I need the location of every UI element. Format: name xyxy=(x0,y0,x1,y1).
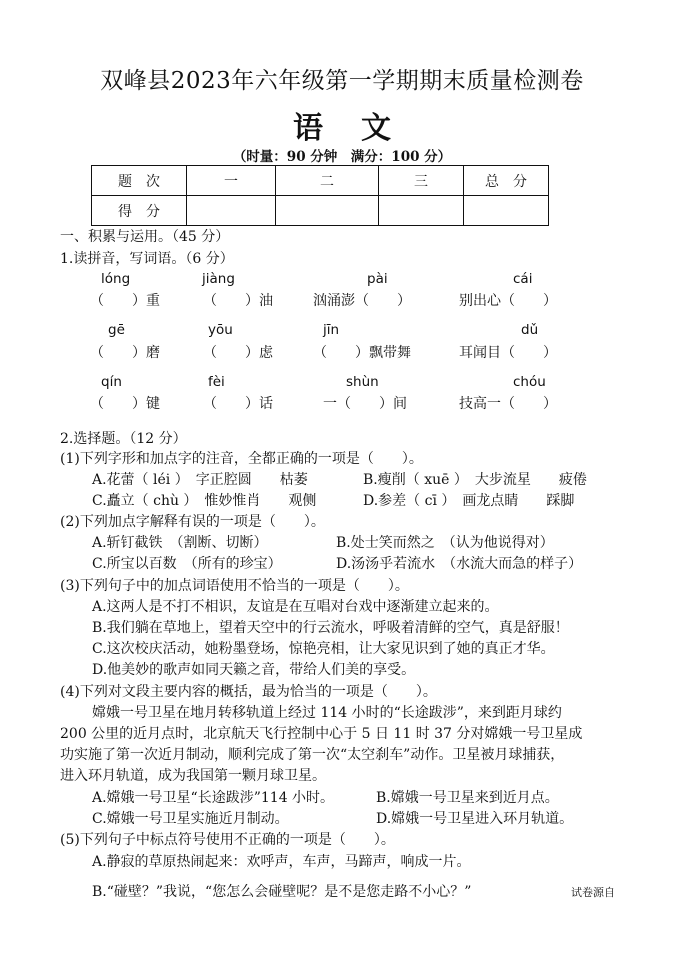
score-table xyxy=(91,165,549,226)
exam-timing: （时量：90 分钟 满分：100 分） xyxy=(232,149,452,165)
score-table-header-row xyxy=(92,166,549,196)
score-cell-part1: 一 xyxy=(187,166,276,196)
score-cell-label: 题 次 xyxy=(92,166,187,196)
word-blank[interactable]: 耳闻目（ ） xyxy=(459,345,557,361)
choice-a[interactable]: A.嫦娥一号卫星“长途跋涉”114 小时。 xyxy=(92,790,335,806)
choice-c[interactable]: C.这次校庆活动，她粉墨登场，惊艳亮相，让大家见识到了她的真正才华。 xyxy=(92,641,555,657)
watermark-text: 试卷源自 xyxy=(571,886,615,899)
choice-a[interactable]: A.这两人是不打不相识，友谊是在互唱对台戏中逐渐建立起来的。 xyxy=(92,599,499,615)
pinyin-label: pài xyxy=(367,271,388,287)
word-blank[interactable]: （ ）虑 xyxy=(203,345,273,361)
pinyin-label: shùn xyxy=(346,374,379,390)
q1-title: 1.读拼音，写词语。（6 分） xyxy=(60,251,234,267)
word-blank[interactable]: 别出心（ ） xyxy=(459,293,557,309)
word-blank[interactable]: （ ）重 xyxy=(90,293,160,309)
q2-5-stem: (5)下列句子中标点符号使用不正确的一项是（ ）。 xyxy=(60,832,395,848)
score-cell-part3: 三 xyxy=(379,166,464,196)
q2-title: 2.选择题。（12 分） xyxy=(60,431,187,447)
exam-title: 双峰县2023年六年级第一学期期末质量检测卷 xyxy=(100,68,584,94)
passage-line: 嫦娥一号卫星在地月转移轨道上经过 114 小时的“长途跋涉”，来到距月球约 xyxy=(92,705,562,721)
word-blank[interactable]: 汹涌澎（ ） xyxy=(313,293,411,309)
choice-b[interactable]: B.“碰壁？”我说，“您怎么会碰壁呢？是不是您走路不小心？” xyxy=(92,884,472,900)
word-blank[interactable]: （ ）油 xyxy=(203,293,273,309)
word-blank[interactable]: 一（ ）间 xyxy=(323,396,407,412)
choice-d[interactable]: D.他美妙的歌声如同天籁之音，带给人们美的享受。 xyxy=(92,662,416,678)
passage-line: 功实施了第一次近月制动，顺利完成了第一次“太空刹车”动作。卫星被月球捕获， xyxy=(60,747,565,763)
pinyin-label: lóng xyxy=(101,271,131,287)
q2-4-stem: (4)下列对文段主要内容的概括，最为恰当的一项是（ ）。 xyxy=(60,684,437,700)
choice-a[interactable]: A.花蕾（ léi ） 字正腔圆 枯萎 xyxy=(92,472,308,488)
word-blank[interactable]: 技高一（ ） xyxy=(459,396,557,412)
pinyin-label: cái xyxy=(513,271,533,287)
pinyin-label: jīn xyxy=(323,322,340,338)
score-cell-total: 总 分 xyxy=(464,166,549,196)
word-blank[interactable]: （ ）磨 xyxy=(90,345,160,361)
score-blank-cell[interactable] xyxy=(464,196,549,226)
choice-c[interactable]: C.所宝以百数 （所有的珍宝） xyxy=(92,556,282,572)
choice-d[interactable]: D.汤汤乎若流水 （水流大而急的样子） xyxy=(336,556,583,572)
choice-c[interactable]: C.嫦娥一号卫星实施近月制动。 xyxy=(92,811,289,827)
pinyin-label: dǔ xyxy=(521,322,539,338)
choice-d[interactable]: D.参差（ cī ） 画龙点睛 踩脚 xyxy=(363,493,575,509)
passage-line: 200 公里的近月点时，北京航天飞行控制中心于 5 日 11 时 37 分对嫦娥一号卫星成 xyxy=(60,726,583,742)
passage-line: 进入环月轨道，成为我国第一颗月球卫星。 xyxy=(60,768,326,784)
section1-heading: 一、积累与运用。（45 分） xyxy=(60,229,230,245)
pinyin-label: gē xyxy=(108,322,125,338)
choice-b[interactable]: B.处士笑而然之 （认为他说得对） xyxy=(336,535,554,551)
score-blank-cell[interactable] xyxy=(379,196,464,226)
choice-b[interactable]: B.嫦娥一号卫星来到近月点。 xyxy=(376,790,559,806)
word-blank[interactable]: （ ）飘带舞 xyxy=(313,345,411,361)
pinyin-label: yōu xyxy=(208,322,233,338)
pinyin-label: fèi xyxy=(208,374,225,390)
word-blank[interactable]: （ ）话 xyxy=(203,396,273,412)
choice-b[interactable]: B.我们躺在草地上，望着天空中的行云流水，呼吸着清鲜的空气，真是舒服！ xyxy=(92,620,569,636)
q2-1-stem: (1)下列字形和加点字的注音，全都正确的一项是（ ）。 xyxy=(60,451,423,467)
score-blank-cell[interactable] xyxy=(187,196,276,226)
score-cell-part2: 二 xyxy=(276,166,379,196)
q2-3-stem: (3)下列句子中的加点词语使用不恰当的一项是（ ）。 xyxy=(60,578,409,594)
q2-2-stem: (2)下列加点字解释有误的一项是（ ）。 xyxy=(60,514,325,530)
subject-title: 语文 xyxy=(293,111,429,146)
pinyin-label: chóu xyxy=(513,374,546,390)
word-blank[interactable]: （ ）键 xyxy=(90,396,160,412)
score-row-label: 得 分 xyxy=(92,196,187,226)
score-table-score-row xyxy=(92,196,549,226)
choice-a[interactable]: A.静寂的草原热闹起来：欢呼声，车声，马蹄声，响成一片。 xyxy=(92,854,471,870)
choice-a[interactable]: A.斩钉截铁 （割断、切断） xyxy=(92,535,268,551)
score-blank-cell[interactable] xyxy=(276,196,379,226)
pinyin-label: qín xyxy=(101,374,122,390)
choice-d[interactable]: D.嫦娥一号卫星进入环月轨道。 xyxy=(376,811,574,827)
choice-b[interactable]: B.瘦削（ xuē ） 大步流星 疲倦 xyxy=(363,472,587,488)
choice-c[interactable]: C.矗立（ chù ） 惟妙惟肖 观侧 xyxy=(92,493,317,509)
pinyin-label: jiàng xyxy=(202,271,235,287)
